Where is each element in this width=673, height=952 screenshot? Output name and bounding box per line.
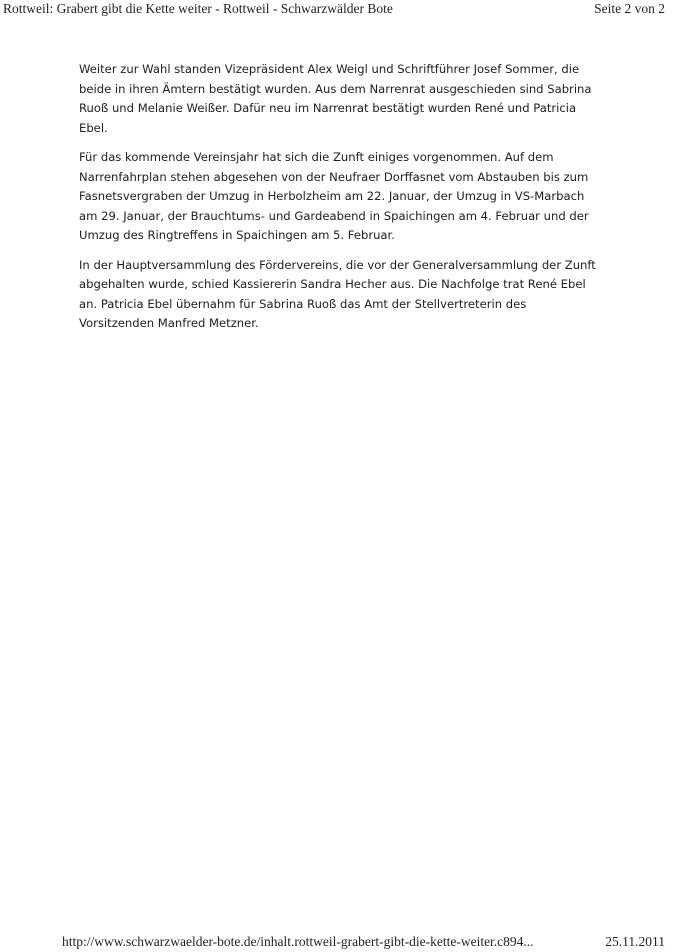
print-date: 25.11.2011 <box>605 934 665 949</box>
page-title: Rottweil: Grabert gibt die Kette weiter - Rottweil - Schwarzwälder Bote <box>3 1 393 16</box>
article-paragraph: In der Hauptversammlung des Fördervereins, die vor der Generalversammlung der Zunft abgehalten wurde, schied Kassiererin Sandra Hecher aus. Die Nachfolge trat René Ebel an. Patricia Ebel übernahm für Sabrina Ruoß das Amt der Stellvertreterin des Vorsitzenden Manfred Metzner. <box>79 257 596 330</box>
article-paragraph: Für das kommende Vereinsjahr hat sich die Zunft einiges vorgenommen. Auf dem Narrenfahrplan stehen abgesehen von der Neufraer Dorffasnet vom Abstauben bis zum Fasnetsvergraben der Umzug in Herbolzheim am 22. Januar, der Umzug in VS-Marbach am 29. Januar, der Brauchtums- und Gardeabend in Spaichingen am 4. Februar und der Umzug des Ringtreffens in Spaichingen am 5. Februar. <box>79 150 589 242</box>
source-url: http://www.schwarzwaelder-bote.de/inhalt.rottweil-grabert-gibt-die-kette-weiter.c894... <box>62 934 534 949</box>
article-body <box>79 60 604 344</box>
print-header <box>0 0 673 20</box>
print-footer <box>0 932 673 952</box>
page-indicator: Seite 2 von 2 <box>594 1 665 16</box>
article-paragraph: Weiter zur Wahl standen Vizepräsident Alex Weigl und Schriftführer Josef Sommer, die beide in ihren Ämtern bestätigt wurden. Aus dem Narrenrat ausgeschieden sind Sabrina Ruoß und Melanie Weißer. Dafür neu im Narrenrat bestätigt wurden René und Patricia Ebel. <box>79 62 592 135</box>
